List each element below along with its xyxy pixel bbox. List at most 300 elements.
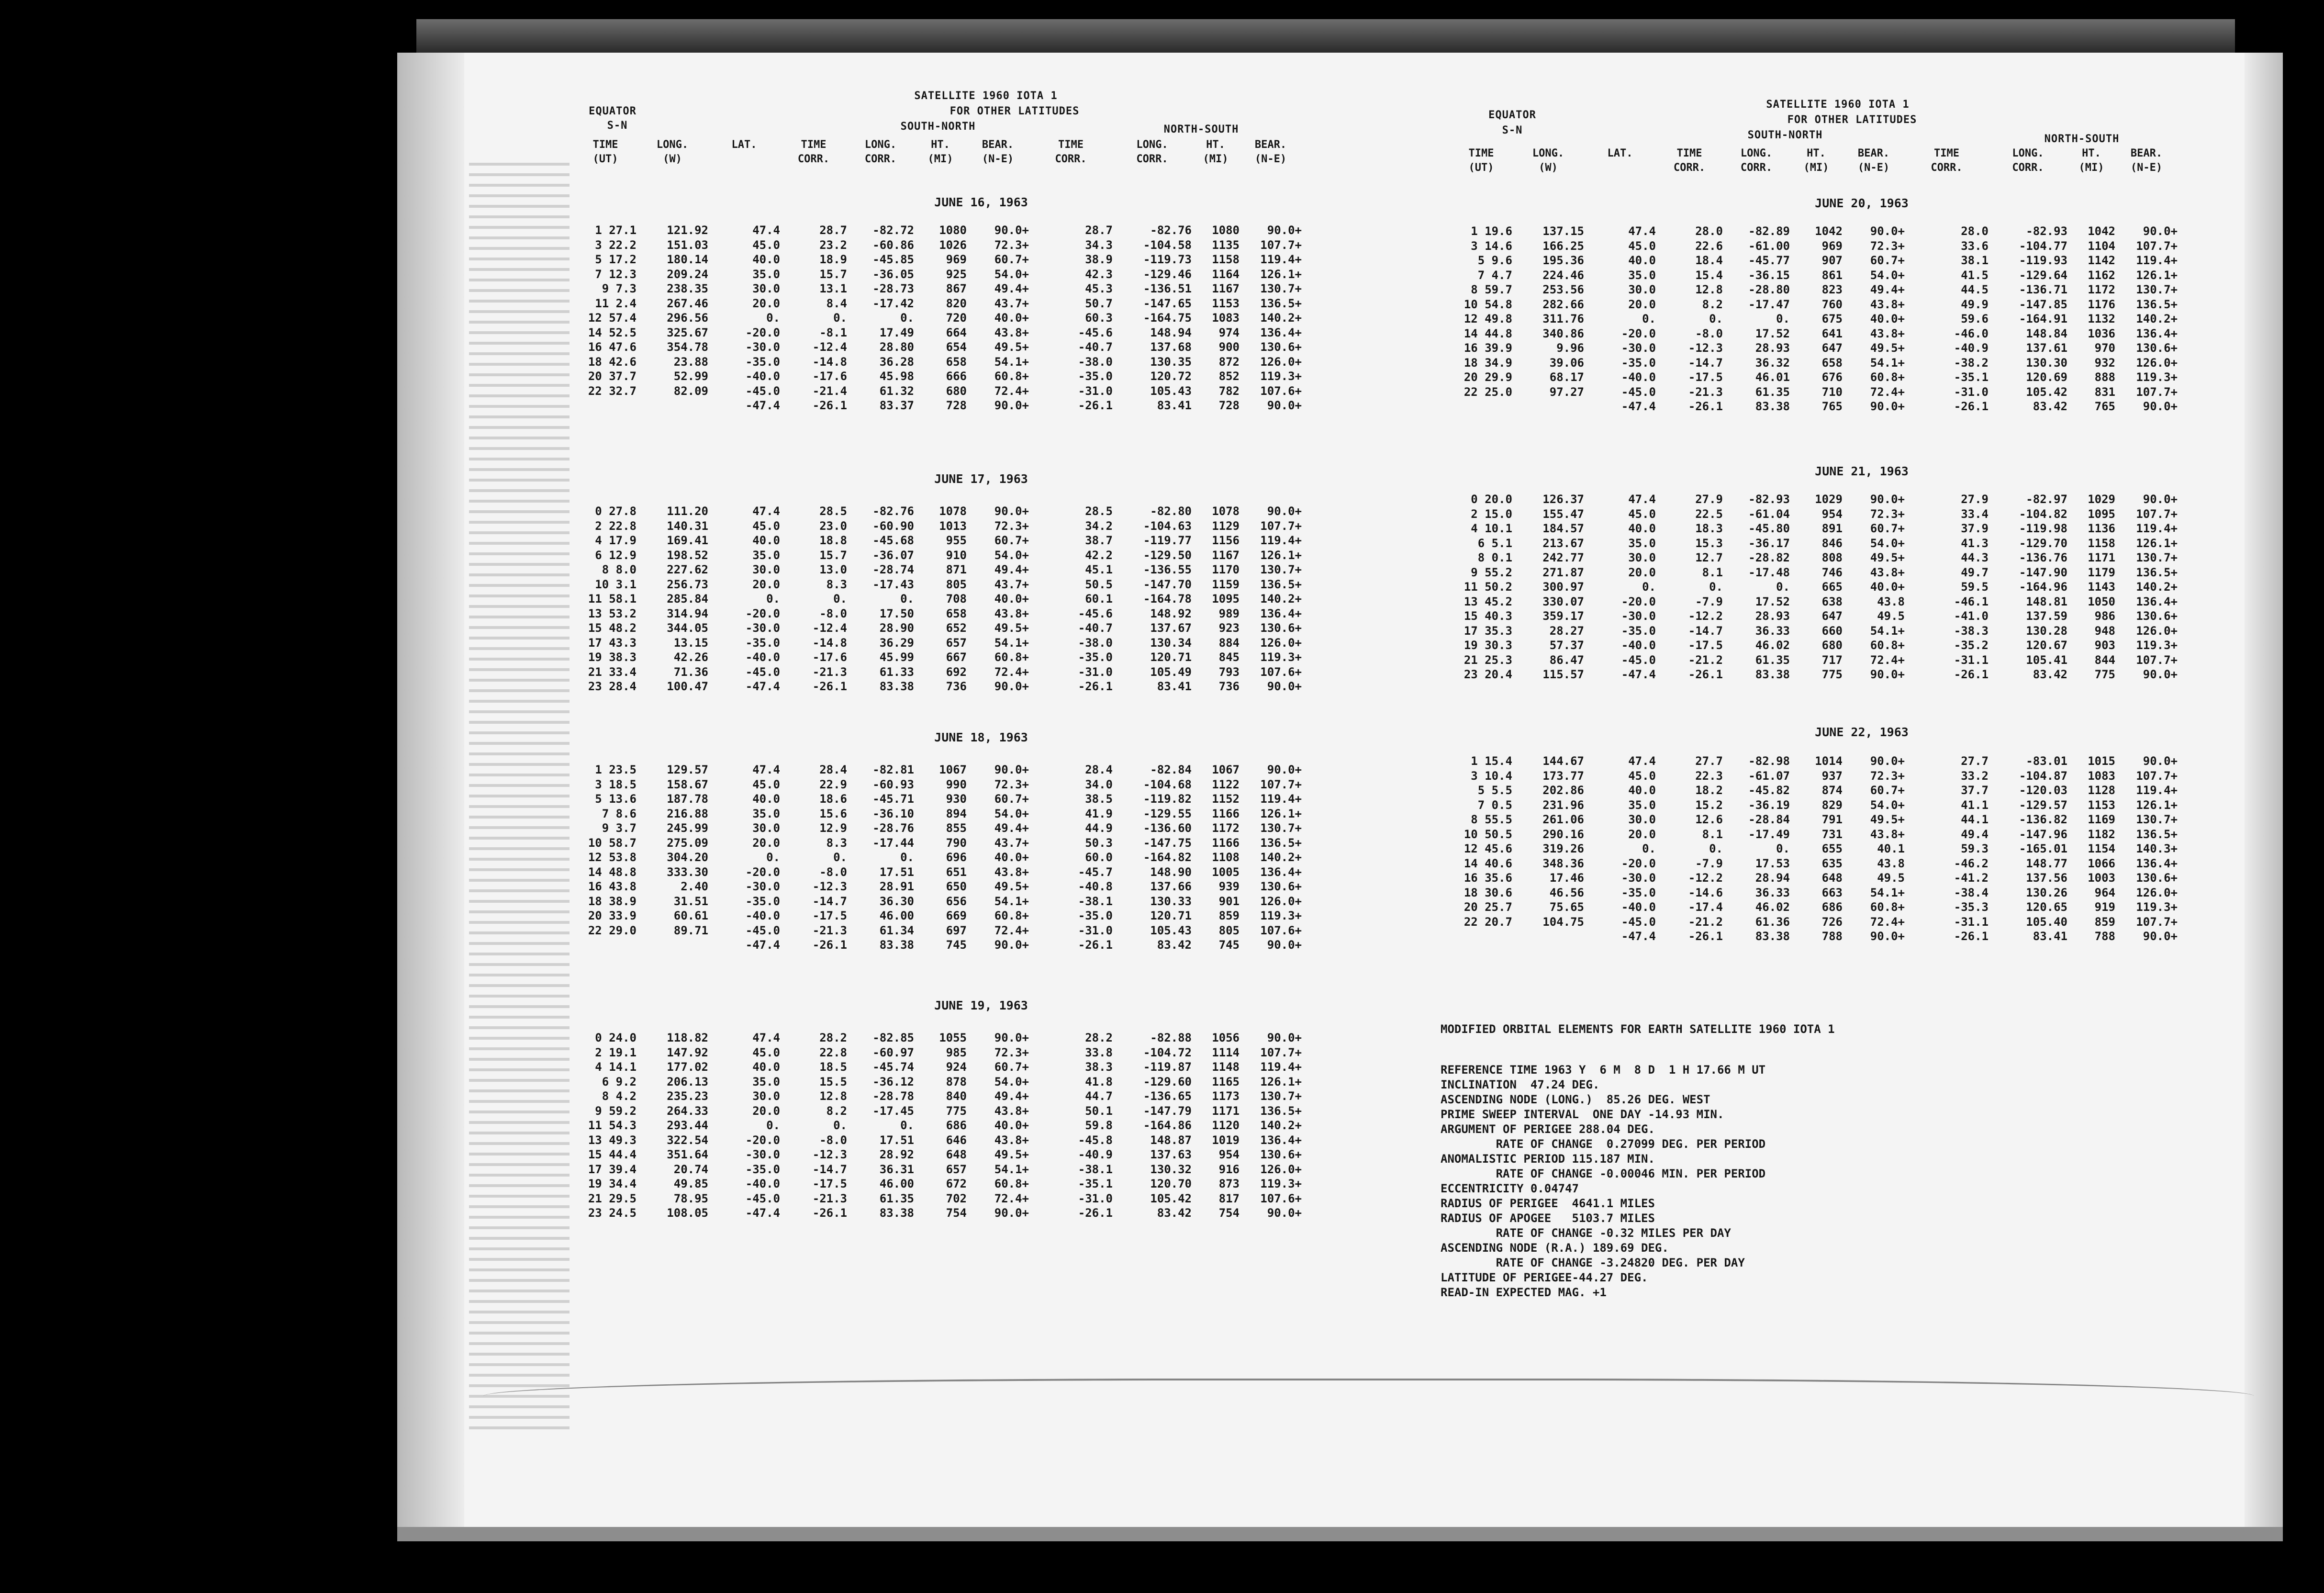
table-row (574, 621, 1302, 636)
table-cell: 5 9.6 (1477, 254, 1512, 267)
table-cell: -28.82 (1748, 551, 1790, 564)
table-cell: -36.19 (1748, 798, 1790, 812)
table-cell: 17.52 (1755, 595, 1790, 608)
table-cell: 1067 (1212, 763, 1240, 776)
table-cell: 45.0 (1628, 239, 1656, 253)
table-cell: -35.2 (1954, 639, 1989, 652)
table-cell: 891 (1821, 522, 1843, 535)
table-cell: 817 (1218, 1191, 1240, 1205)
table-row (1450, 595, 2178, 609)
table-cell: 47.4 (752, 505, 780, 518)
table-row (1450, 856, 2178, 871)
table-cell: 888 (2094, 370, 2115, 384)
table-cell: 348.36 (1542, 856, 1584, 870)
table-cell: 745 (1218, 938, 1240, 952)
table-cell: -45.0 (745, 384, 780, 398)
table-cell: 40.0 (752, 534, 780, 547)
table-cell: 28.4 (819, 763, 847, 776)
table-row (574, 355, 1302, 370)
table-cell: 43.8+ (1870, 827, 1905, 841)
table-cell: 60.61 (673, 909, 708, 922)
table-cell: 61.33 (879, 665, 914, 679)
table-cell: 202.86 (1542, 784, 1584, 797)
table-cell (1450, 399, 1512, 414)
table-cell: -26.1 (1078, 938, 1113, 952)
table-cell: 859 (1218, 909, 1240, 922)
table-cell: -104.82 (2019, 507, 2067, 521)
table-cell: 696 (946, 851, 967, 864)
table-cell: 130.7+ (2136, 551, 2178, 564)
table-cell: 105.42 (1150, 1191, 1192, 1205)
table-cell: 54.1+ (1870, 356, 1905, 370)
table-cell: 78.95 (673, 1191, 708, 1205)
table-cell: 22 20.7 (1464, 915, 1512, 929)
table-cell: 22.5 (1695, 507, 1723, 521)
table-cell: 46.02 (1755, 900, 1790, 914)
table-cell: 17.50 (879, 606, 914, 620)
table-row (574, 1206, 1302, 1221)
table-cell: 6 12.9 (595, 548, 637, 562)
table-cell: 43.7+ (994, 836, 1029, 850)
table-cell: 969 (946, 253, 967, 266)
table-cell: 130.6+ (1260, 621, 1302, 635)
table-cell: 319.26 (1542, 842, 1584, 855)
table-cell: 15 44.4 (588, 1148, 637, 1161)
table-cell: 105.40 (2026, 915, 2067, 929)
table-cell: 1056 (1212, 1031, 1240, 1044)
table-cell: 14 40.6 (1464, 856, 1512, 870)
table-cell: 90.0+ (994, 763, 1029, 776)
table-cell: 90.0+ (1267, 763, 1302, 776)
table-cell: -12.2 (1688, 871, 1723, 885)
table-cell: 901 (1218, 894, 1240, 908)
table-cell: -164.91 (2019, 312, 2067, 325)
table-cell: 18.6 (819, 792, 847, 806)
table-cell: 18.5 (819, 1060, 847, 1074)
table-cell: 40.0+ (994, 851, 1029, 864)
table-cell: -17.5 (1688, 370, 1723, 384)
table-cell: 111.20 (667, 505, 708, 518)
table-cell: 829 (1821, 798, 1843, 812)
table-cell: 0. (1642, 312, 1656, 325)
table-cell: 33.6 (1961, 239, 1989, 253)
table-row (574, 533, 1302, 548)
table-cell: -14.7 (1688, 356, 1723, 370)
table-cell: 745 (946, 938, 967, 952)
table-cell: 20 25.7 (1464, 900, 1512, 914)
table-cell: 924 (946, 1060, 967, 1074)
table-cell: 1095 (1212, 592, 1240, 606)
table-cell: 20.0 (752, 577, 780, 591)
table-cell: 60.8+ (1870, 639, 1905, 652)
table-cell: 0. (1709, 580, 1723, 594)
table-cell: 129.57 (667, 763, 708, 776)
table-cell: 635 (1821, 856, 1843, 870)
table-cell: -82.84 (1150, 763, 1192, 776)
table-cell: -164.96 (2019, 580, 2067, 594)
table-cell: 36.33 (1755, 624, 1790, 638)
table-cell: 852 (1218, 370, 1240, 383)
table-cell: 54.0+ (994, 1075, 1029, 1088)
table-cell: 840 (946, 1089, 967, 1103)
table-cell: 15.5 (819, 1075, 847, 1088)
table-cell: -45.8 (1078, 1133, 1113, 1147)
table-cell: 8 0.1 (1477, 551, 1512, 564)
table-cell: -36.07 (872, 548, 914, 562)
orbital-element-line: ANOMALISTIC PERIOD 115.187 MIN. (1441, 1152, 1655, 1166)
table-row (574, 1177, 1302, 1191)
table-cell: 675 (1821, 312, 1843, 325)
table-cell: 18.3 (1695, 522, 1723, 535)
table-cell: 148.90 (1150, 865, 1192, 879)
table-cell: -30.0 (1621, 871, 1656, 885)
table-cell: 0. (900, 311, 914, 325)
table-cell: 1029 (1815, 493, 1843, 506)
table-cell: 910 (946, 548, 967, 562)
table-cell: 140.2+ (1260, 311, 1302, 325)
table-cell: -21.3 (1688, 385, 1723, 399)
table-row (1450, 783, 2178, 798)
table-cell: 100.47 (667, 680, 708, 693)
table-cell: -129.70 (2019, 536, 2067, 550)
table-cell: 28.92 (879, 1148, 914, 1161)
table-cell: 14 44.8 (1464, 326, 1512, 340)
table-cell: 107.6+ (1260, 665, 1302, 679)
table-cell: 1162 (2088, 268, 2115, 282)
table-row (1450, 356, 2178, 370)
table-cell: 0. (900, 1119, 914, 1132)
table-cell: 867 (946, 282, 967, 295)
orbital-element-line: RATE OF CHANGE 0.27099 DEG. PER PERIOD (1441, 1137, 1766, 1151)
table-cell: 726 (1821, 915, 1843, 929)
table-cell: 878 (946, 1075, 967, 1088)
table-cell: 49.5 (1877, 871, 1905, 885)
table-cell: 49.4+ (994, 563, 1029, 576)
left-group-north-south: NORTH-SOUTH (1163, 123, 1239, 135)
table-row (1450, 268, 2178, 283)
table-cell: 90.0+ (1267, 224, 1302, 237)
table-cell: 0. (1642, 580, 1656, 594)
table-cell: -40.0 (1621, 900, 1656, 914)
table-cell: 664 (946, 325, 967, 339)
table-cell: -40.0 (745, 909, 780, 922)
table-row (574, 807, 1302, 821)
table-cell: 300.97 (1542, 580, 1584, 594)
table-cell: 41.3 (1961, 536, 1989, 550)
table-cell: 130.7+ (1260, 282, 1302, 295)
table-cell: -40.9 (1078, 1148, 1113, 1161)
orbital-element-line: RATE OF CHANGE -0.00046 MIN. PER PERIOD (1441, 1167, 1766, 1180)
table-cell: 256.73 (667, 577, 708, 591)
table-cell: 775 (2094, 668, 2115, 681)
table-cell: 59.3 (1961, 842, 1989, 855)
table-cell: 40.0+ (994, 1119, 1029, 1132)
table-cell: -61.00 (1748, 239, 1790, 253)
table-cell: 107.7+ (1260, 1045, 1302, 1059)
table-cell: 130.6+ (2136, 341, 2178, 355)
table-cell: 28.94 (1755, 871, 1790, 885)
table-cell: -47.4 (745, 399, 780, 412)
table-cell: -41.0 (1954, 609, 1989, 623)
table-cell: 49.4+ (994, 282, 1029, 295)
table-cell: 788 (2094, 930, 2115, 943)
table-row (1450, 812, 2178, 827)
table-cell: -35.3 (1954, 900, 1989, 914)
table-row (1450, 282, 2178, 297)
table-cell: -7.9 (1695, 856, 1723, 870)
table-row (574, 865, 1302, 880)
table-cell: 1080 (939, 224, 967, 237)
table-cell: 907 (1821, 254, 1843, 267)
table-cell: 12.6 (1695, 813, 1723, 826)
table-cell: 15 40.3 (1464, 609, 1512, 623)
table-cell: -45.74 (872, 1060, 914, 1074)
table-cell: 4 17.9 (595, 534, 637, 547)
table-row (1450, 224, 2178, 239)
table-cell: -40.0 (1621, 370, 1656, 384)
table-cell: 30.0 (752, 563, 780, 576)
table-cell: 3 14.6 (1471, 239, 1512, 253)
table-cell: -30.0 (1621, 341, 1656, 355)
table-cell: 90.0+ (1267, 680, 1302, 693)
table-cell: 11 2.4 (595, 296, 637, 310)
table-cell: 846 (1821, 536, 1843, 550)
table-cell: 12.8 (1695, 283, 1723, 296)
table-cell: 1136 (2088, 522, 2115, 535)
table-cell: 42.3 (1085, 267, 1113, 281)
table-cell: -147.79 (1143, 1104, 1192, 1118)
table-cell: 954 (1218, 1148, 1240, 1161)
table-cell: 15.7 (819, 548, 847, 562)
table-cell: -46.0 (1954, 326, 1989, 340)
prediction-table (1450, 754, 2178, 944)
prediction-table (574, 223, 1302, 413)
table-cell: 45.0 (1628, 507, 1656, 521)
table-cell: 126.0+ (1260, 894, 1302, 908)
table-cell: 49.4+ (994, 1089, 1029, 1103)
table-cell: -60.97 (872, 1045, 914, 1059)
column-header: LAT. (1607, 147, 1633, 159)
table-row (574, 296, 1302, 311)
table-row (1450, 507, 2178, 522)
table-cell: 38.3 (1085, 1060, 1113, 1074)
table-cell: -30.0 (745, 880, 780, 893)
table-cell: 820 (946, 296, 967, 310)
table-cell: 90.0+ (1267, 938, 1302, 952)
table-cell: 54.0+ (1870, 536, 1905, 550)
table-cell: 108.05 (667, 1206, 708, 1220)
table-cell: 1132 (2088, 312, 2115, 325)
table-cell: 107.7+ (1260, 777, 1302, 791)
table-cell: 136.5+ (2136, 297, 2178, 311)
table-cell: 20.0 (1628, 297, 1656, 311)
table-cell: 121.92 (667, 224, 708, 237)
table-cell: 0. (833, 311, 847, 325)
table-cell: 49.5+ (1870, 813, 1905, 826)
table-cell: -31.0 (1078, 923, 1113, 937)
table-cell: -61.04 (1748, 507, 1790, 521)
prediction-table (574, 763, 1302, 953)
table-cell: 267.46 (667, 296, 708, 310)
table-cell: 8.3 (826, 836, 847, 850)
table-cell: 790 (946, 836, 967, 850)
table-cell: 44.3 (1961, 551, 1989, 564)
table-cell: 1108 (1212, 851, 1240, 864)
table-row (574, 281, 1302, 296)
table-cell: 894 (946, 807, 967, 820)
table-cell: 72.3+ (994, 238, 1029, 252)
table-cell: 28.2 (1085, 1031, 1113, 1044)
table-cell: 20.0 (752, 1104, 780, 1118)
table-cell: 11 58.1 (588, 592, 637, 606)
table-cell: 59.8 (1085, 1119, 1113, 1132)
table-cell: -104.87 (2019, 769, 2067, 783)
table-cell: -36.10 (872, 807, 914, 820)
table-cell: -45.7 (1078, 865, 1113, 879)
table-row (1450, 550, 2178, 565)
table-cell: 83.38 (879, 938, 914, 952)
table-cell: 655 (1821, 842, 1843, 855)
table-cell: 285.84 (667, 592, 708, 606)
table-cell: 21 33.4 (588, 665, 637, 679)
column-header: TIME (UT) (1468, 147, 1494, 174)
table-cell: -21.2 (1688, 915, 1723, 929)
table-cell: 1170 (1212, 563, 1240, 576)
table-cell: 28.91 (879, 880, 914, 893)
column-header: LAT. (731, 139, 757, 151)
table-cell: -45.77 (1748, 254, 1790, 267)
table-cell: 964 (2094, 886, 2115, 899)
table-row (574, 252, 1302, 267)
table-cell: 17 43.3 (588, 636, 637, 650)
table-cell: 10 50.5 (1464, 827, 1512, 841)
table-cell: 140.2+ (1260, 851, 1302, 864)
table-cell: 1172 (2088, 283, 2115, 296)
table-cell: 30.0 (1628, 551, 1656, 564)
table-cell: 5 5.5 (1477, 784, 1512, 797)
table-cell: 49.5+ (994, 880, 1029, 893)
table-cell: 654 (946, 340, 967, 354)
table-cell: 49.5+ (1870, 341, 1905, 355)
table-cell: -31.1 (1954, 653, 1989, 667)
table-cell: -17.43 (872, 577, 914, 591)
table-cell: -28.84 (1748, 813, 1790, 826)
table-cell: 49.9 (1961, 297, 1989, 311)
table-cell: 676 (1821, 370, 1843, 384)
table-cell: -26.1 (812, 1206, 847, 1220)
table-cell: 12 53.8 (588, 851, 637, 864)
table-cell: 119.4+ (1260, 792, 1302, 806)
table-cell: 9 3.7 (602, 821, 637, 835)
table-cell: 28.80 (879, 340, 914, 354)
table-cell: 708 (946, 592, 967, 606)
table-cell: -45.0 (1621, 653, 1656, 667)
table-cell: 83.41 (1157, 680, 1192, 693)
table-cell: 52.99 (673, 370, 708, 383)
table-cell: -82.98 (1748, 754, 1790, 768)
table-cell: 0. (766, 592, 780, 606)
table-cell: -17.48 (1748, 565, 1790, 579)
table-cell: 686 (946, 1119, 967, 1132)
table-cell: -21.4 (812, 384, 847, 398)
table-cell: 1143 (2088, 580, 2115, 594)
table-row (574, 1133, 1302, 1148)
table-cell: 13 45.2 (1464, 595, 1512, 608)
table-cell: 1142 (2088, 254, 2115, 267)
table-cell: 60.0 (1085, 851, 1113, 864)
table-cell: 3 22.2 (595, 238, 637, 252)
table-cell: -17.45 (872, 1104, 914, 1118)
table-cell (1512, 399, 1584, 414)
table-cell: 8 8.0 (602, 563, 637, 576)
prediction-table (574, 1031, 1302, 1221)
table-cell (574, 938, 637, 953)
table-cell: 717 (1821, 653, 1843, 667)
table-cell: 669 (946, 909, 967, 922)
table-cell: 1080 (1212, 224, 1240, 237)
table-cell: 41.9 (1085, 807, 1113, 820)
table-cell: -82.81 (872, 763, 914, 776)
table-cell: 30.0 (1628, 813, 1656, 826)
table-cell: 90.0+ (2143, 224, 2178, 238)
table-cell: -136.51 (1143, 282, 1192, 295)
table-cell: -129.64 (2019, 268, 2067, 282)
table-cell: 126.0+ (2136, 886, 2178, 899)
table-cell: -119.93 (2019, 254, 2067, 267)
table-cell: 9 7.3 (602, 282, 637, 295)
table-cell: -14.7 (812, 894, 847, 908)
table-row (1450, 638, 2178, 653)
table-cell: 90.0+ (994, 1031, 1029, 1044)
table-cell: -12.4 (812, 621, 847, 635)
table-cell: 16 43.8 (588, 880, 637, 893)
table-cell: 27.7 (1695, 754, 1723, 768)
table-cell: -83.01 (2026, 754, 2067, 768)
table-cell: 120.67 (2026, 639, 2067, 652)
table-cell: 130.34 (1150, 636, 1192, 650)
table-cell: 231.96 (1542, 798, 1584, 812)
table-cell: 1172 (1212, 821, 1240, 835)
table-cell: 23 20.4 (1464, 668, 1512, 681)
table-cell: 660 (1821, 624, 1843, 638)
table-cell: 793 (1218, 665, 1240, 679)
table-cell: 20.0 (752, 296, 780, 310)
table-cell: 823 (1821, 283, 1843, 296)
table-row (574, 879, 1302, 894)
table-cell: 1148 (1212, 1060, 1240, 1074)
table-cell: 120.70 (1150, 1177, 1192, 1190)
table-cell: 647 (1821, 341, 1843, 355)
table-cell: 650 (946, 880, 967, 893)
table-cell: 130.33 (1150, 894, 1192, 908)
table-cell: 1179 (2088, 565, 2115, 579)
table-cell: 107.6+ (1260, 1191, 1302, 1205)
table-cell: -47.4 (745, 680, 780, 693)
table-row (574, 850, 1302, 865)
table-cell: -8.1 (819, 325, 847, 339)
table-cell: -38.1 (1078, 894, 1113, 908)
table-cell: -14.6 (1688, 886, 1723, 899)
table-cell: 136.4+ (1260, 606, 1302, 620)
table-cell: 7 8.6 (602, 807, 637, 820)
table-cell: 1042 (2088, 224, 2115, 238)
table-cell: 35.0 (752, 1075, 780, 1088)
table-cell: 17.49 (879, 325, 914, 339)
table-cell: 83.42 (2033, 668, 2067, 681)
table-cell: 242.77 (1542, 551, 1584, 564)
table-cell: 710 (1821, 385, 1843, 399)
table-cell: 15.3 (1695, 536, 1723, 550)
